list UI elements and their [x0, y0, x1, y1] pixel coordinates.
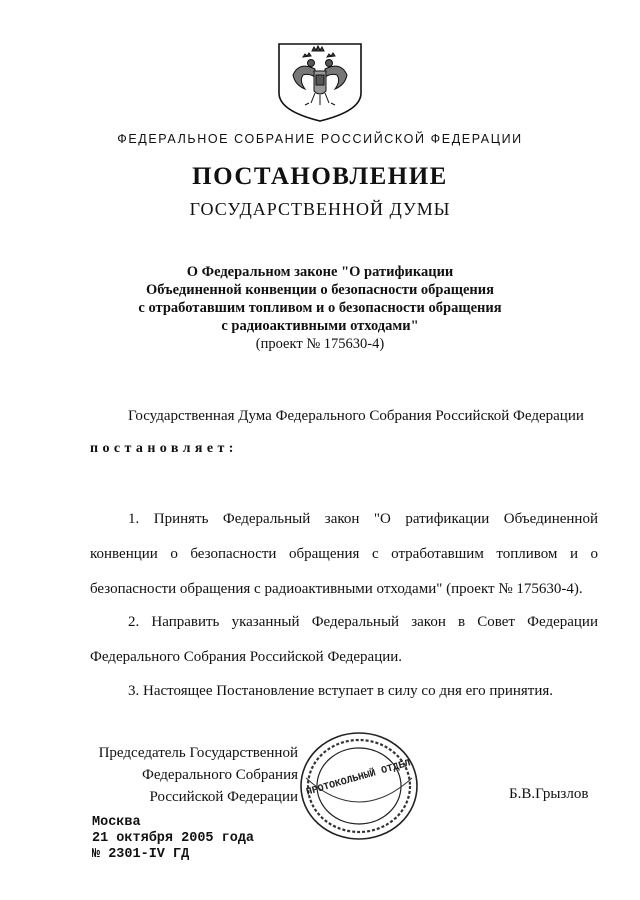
- item-1-line: безопасности обращения с радиоактивными отходами" (проект № 175630-4).: [90, 581, 583, 597]
- document-meta: [92, 815, 254, 863]
- stamp-text: ПРОТОКОЛЬНЫЙ ОТДЕЛ: [305, 758, 413, 799]
- position-line: Федерального Собрания: [141, 767, 298, 783]
- meta-city: Москва: [92, 815, 141, 830]
- resolves-word: постановляет:: [90, 441, 238, 456]
- project-number: (проект № 175630-4): [255, 336, 385, 352]
- item-2: [90, 611, 598, 668]
- document-title: ПОСТАНОВЛЕНИЕ: [192, 163, 448, 190]
- heading-line: Объединенной конвенции о безопасности обращения: [146, 282, 494, 298]
- official-stamp-icon: [294, 726, 424, 846]
- resolution-heading: [0, 263, 640, 353]
- signature-position: [90, 742, 298, 808]
- heading-line: с отработавшим топливом и о безопасности обращения: [138, 300, 502, 316]
- signer-name: Б.В.Грызлов: [509, 786, 589, 802]
- item-3-line: 3. Настоящее Постановление вступает в силу со дня его принятия.: [128, 683, 554, 699]
- meta-number: № 2301-IV ГД: [92, 847, 190, 862]
- position-line: Председатель Государственной: [98, 745, 298, 761]
- heading-line: О Федеральном законе "О ратификации: [186, 264, 454, 280]
- meta-date: 21 октября 2005 года: [92, 831, 255, 846]
- item-1-line: конвенции о безопасности обращения с отработавшим топливом и о: [90, 546, 598, 562]
- item-2-line: 2. Направить указанный Федеральный закон в Совет Федерации: [128, 614, 598, 630]
- organization-line: ФЕДЕРАЛЬНОЕ СОБРАНИЕ РОССИЙСКОЙ ФЕДЕРАЦИИ: [117, 132, 523, 146]
- heading-line: с радиоактивными отходами": [221, 318, 419, 334]
- coat-of-arms-icon: [269, 41, 371, 123]
- item-3: [90, 680, 598, 702]
- item-2-line: Федерального Собрания Российской Федерации.: [90, 649, 403, 665]
- preamble: Государственная Дума Федерального Собрания Российской Федерации: [128, 408, 584, 424]
- item-1: [90, 508, 598, 600]
- item-1-line: 1. Принять Федеральный закон "О ратификации Объединенной: [128, 511, 598, 527]
- document-subtitle: ГОСУДАРСТВЕННОЙ ДУМЫ: [189, 199, 451, 219]
- position-line: Российской Федерации: [149, 789, 298, 805]
